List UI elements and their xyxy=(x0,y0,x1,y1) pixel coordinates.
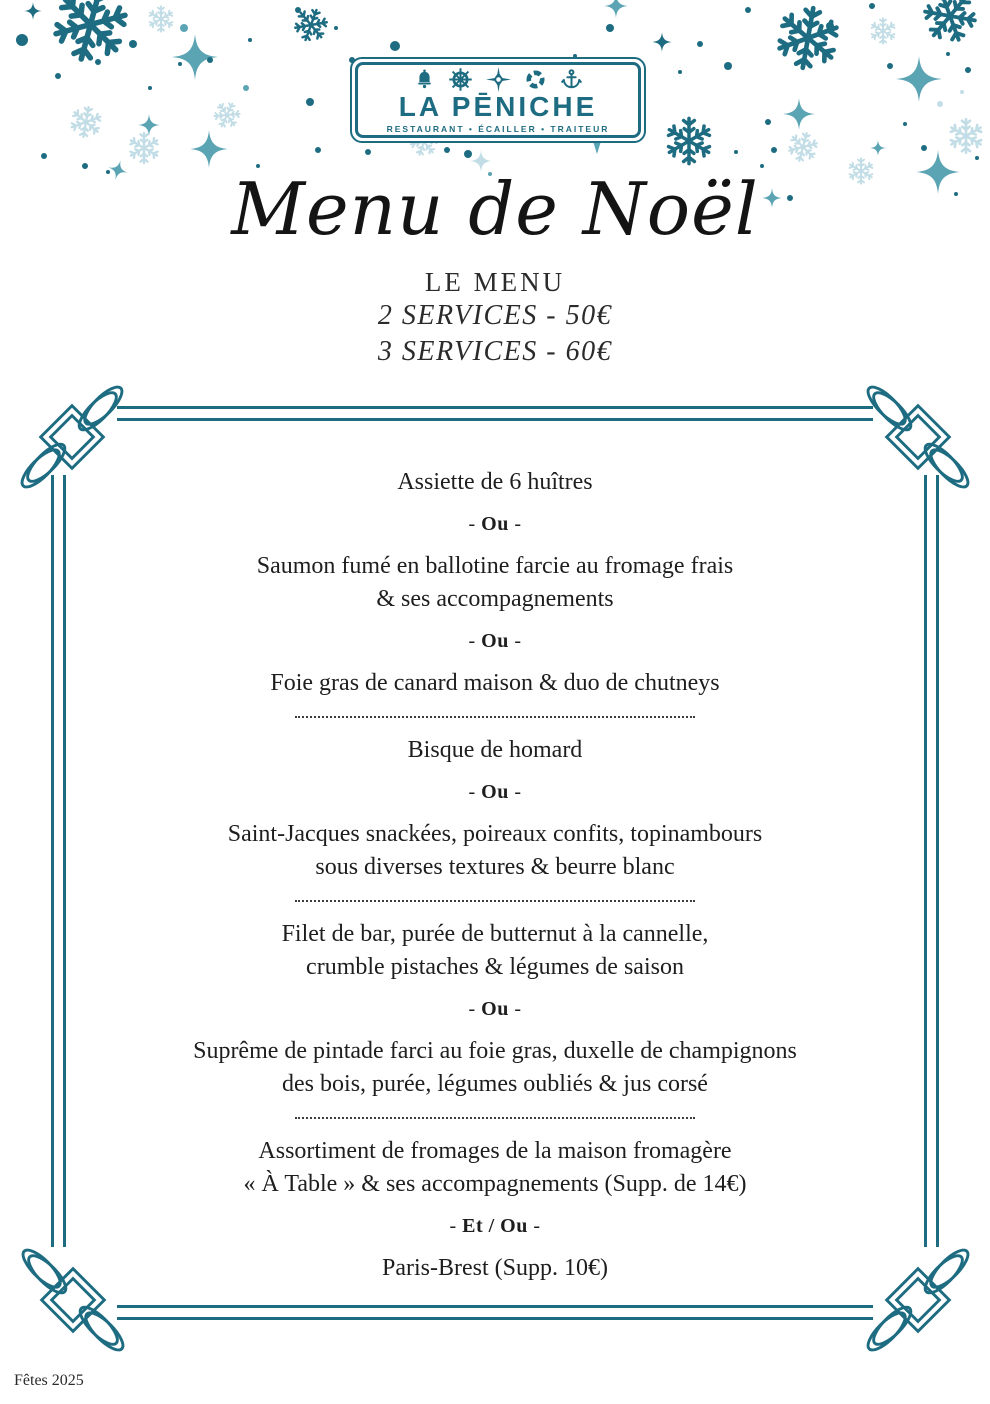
snow-dot-icon xyxy=(678,70,682,74)
dish-line: sous diverses textures & beurre blanc xyxy=(315,854,675,880)
frame-border-right xyxy=(924,475,939,1247)
pricing-heading: LE MENU xyxy=(424,267,566,297)
sparkle-star-icon xyxy=(783,98,815,130)
sparkle-star-icon xyxy=(24,2,42,20)
snow-dot-icon xyxy=(306,98,314,106)
footer-note: Fêtes 2025 xyxy=(14,1372,84,1389)
snowflake-icon xyxy=(212,100,242,130)
menu-body xyxy=(95,446,895,1297)
snowflake-icon xyxy=(48,0,133,67)
dish-line: Suprême de pintade farci au foie gras, duxelle de champignons xyxy=(193,1038,797,1064)
course-divider xyxy=(295,716,695,718)
pricing-block xyxy=(0,266,990,370)
snow-dot-icon xyxy=(734,150,738,154)
dish xyxy=(95,550,895,616)
snowflake-icon xyxy=(868,16,898,46)
snow-dot-icon xyxy=(178,62,182,66)
anchor-icon xyxy=(560,68,583,91)
dish xyxy=(95,734,895,767)
frame-border-bottom xyxy=(117,1305,873,1320)
dish-line: « À Table » & ses accompagnements (Supp. de 14€) xyxy=(243,1171,747,1197)
snowflake-icon xyxy=(786,130,820,164)
snow-dot-icon xyxy=(95,59,101,65)
sparkle-star-icon xyxy=(652,32,672,52)
snow-dot-icon xyxy=(464,150,472,158)
price-option-3-services: 3 SERVICES - 60€ xyxy=(377,336,613,367)
snow-dot-icon xyxy=(16,34,28,46)
dish xyxy=(95,466,895,499)
logo-icons-row xyxy=(414,67,583,91)
dish-line: Saint-Jacques snackées, poireaux confits, topinambours xyxy=(227,821,763,847)
sparkle-star-icon xyxy=(190,130,228,168)
dish-line: Bisque de homard xyxy=(407,737,583,763)
dish-line: Foie gras de canard maison & duo de chutneys xyxy=(270,670,720,696)
snow-dot-icon xyxy=(887,63,893,69)
page-title: Menu de Noël xyxy=(231,167,759,251)
compass-icon xyxy=(486,67,511,92)
snow-dot-icon xyxy=(975,156,979,160)
course-choice-separator: - Ou - xyxy=(468,630,522,652)
frame-border-left xyxy=(51,475,66,1247)
logo-inner-border xyxy=(355,62,641,138)
dish-line: des bois, purée, légumes oubliés & jus corsé xyxy=(282,1071,708,1097)
snow-dot-icon xyxy=(745,7,751,13)
dish xyxy=(95,1135,895,1201)
course-choice-separator: - Ou - xyxy=(468,781,522,803)
snow-dot-icon xyxy=(248,38,252,42)
snow-dot-icon xyxy=(390,41,400,51)
price-option-2-services: 2 SERVICES - 50€ xyxy=(377,300,613,331)
dish-line: Filet de bar, purée de butternut à la cannelle, xyxy=(281,921,709,947)
sparkle-star-icon xyxy=(870,140,886,156)
course-choice-separator: - Et / Ou - xyxy=(449,1215,541,1237)
dish-line: Assortiment de fromages de la maison fromagère xyxy=(258,1138,732,1164)
lifebuoy-icon xyxy=(524,68,547,91)
snow-dot-icon xyxy=(41,153,47,159)
snow-dot-icon xyxy=(365,149,371,155)
dish xyxy=(95,1252,895,1285)
snow-dot-icon xyxy=(180,24,188,32)
bell-icon xyxy=(414,68,435,90)
dish xyxy=(95,1035,895,1101)
dish-line: & ses accompagnements xyxy=(376,586,614,612)
snow-dot-icon xyxy=(826,22,834,30)
snow-dot-icon xyxy=(606,24,614,32)
snow-dot-icon xyxy=(724,62,732,70)
snow-dot-icon xyxy=(960,90,964,94)
sparkle-star-icon xyxy=(604,0,628,18)
dish-line: Assiette de 6 huîtres xyxy=(397,469,593,495)
snow-dot-icon xyxy=(921,145,927,151)
dish xyxy=(95,818,895,884)
frame-border-top xyxy=(117,406,873,421)
snowflake-icon xyxy=(68,104,104,140)
snow-dot-icon xyxy=(903,122,907,126)
course-divider xyxy=(295,1117,695,1119)
snow-dot-icon xyxy=(148,86,152,90)
restaurant-name: LA PĒNICHE xyxy=(398,91,598,122)
snowflake-icon xyxy=(920,0,980,46)
snow-dot-icon xyxy=(771,147,777,153)
sparkle-star-icon xyxy=(138,114,160,136)
restaurant-logo xyxy=(350,57,646,143)
snow-dot-icon xyxy=(444,147,450,153)
restaurant-tagline: RESTAURANT • ÉCAILLER • TRAITEUR xyxy=(386,124,610,134)
snowflake-icon xyxy=(662,114,716,168)
dish-line: Paris-Brest (Supp. 10€) xyxy=(382,1255,608,1281)
snow-dot-icon xyxy=(207,57,213,63)
snow-dot-icon xyxy=(129,40,137,48)
sparkle-star-icon xyxy=(896,56,942,102)
snow-dot-icon xyxy=(295,7,301,13)
dish-line: Saumon fumé en ballotine farcie au fromage frais xyxy=(256,553,734,579)
snow-dot-icon xyxy=(55,73,61,79)
snow-dot-icon xyxy=(946,52,950,56)
course-choice-separator: - Ou - xyxy=(468,513,522,535)
snow-dot-icon xyxy=(697,41,703,47)
snowflake-icon xyxy=(146,4,176,34)
snow-dot-icon xyxy=(965,67,971,73)
course-choice-separator: - Ou - xyxy=(468,998,522,1020)
snow-dot-icon xyxy=(243,85,249,91)
snow-dot-icon xyxy=(315,147,321,153)
snow-dot-icon xyxy=(765,119,771,125)
course-divider xyxy=(295,900,695,902)
ship-wheel-icon xyxy=(448,67,473,92)
dish xyxy=(95,918,895,984)
dish-line: crumble pistaches & légumes de saison xyxy=(306,954,684,980)
snowflake-icon xyxy=(772,2,844,74)
snow-dot-icon xyxy=(869,3,875,9)
snow-dot-icon xyxy=(334,26,338,30)
dish xyxy=(95,667,895,700)
snow-dot-icon xyxy=(937,101,943,107)
